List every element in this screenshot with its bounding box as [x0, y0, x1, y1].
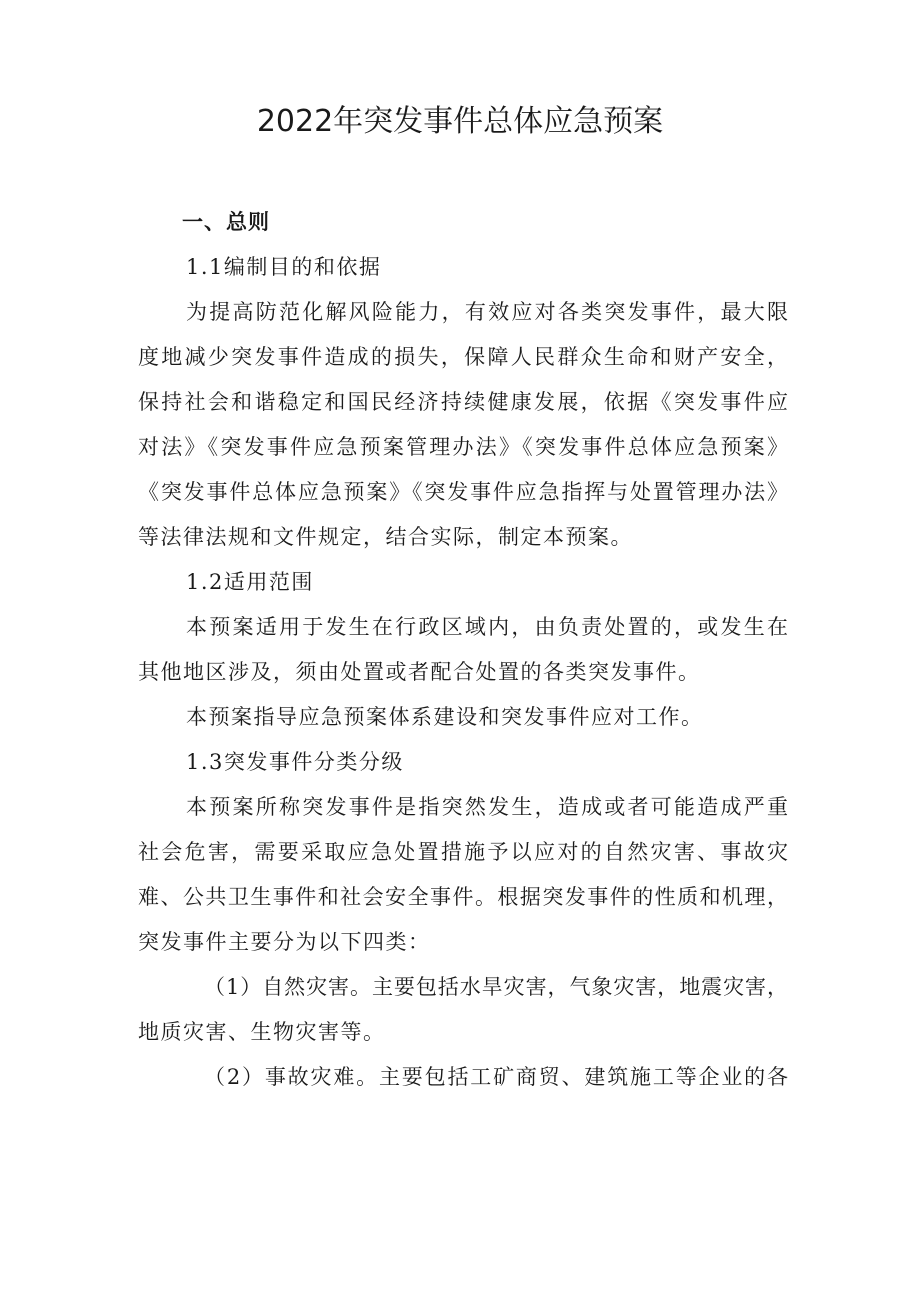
- paragraph-line: 保持社会和谐稳定和国民经济持续健康发展，依据《突发事件应: [138, 390, 788, 414]
- list-item-line: （1）自然灾害。主要包括水旱灾害，气象灾害，地震灾害，: [204, 975, 788, 999]
- document-body: [138, 200, 788, 1100]
- list-item-line: （2）事故灾难。主要包括工矿商贸、建筑施工等企业的各: [204, 1065, 788, 1089]
- paragraph-line: 本预案指导应急预案体系建设和突发事件应对工作。: [186, 705, 704, 729]
- list-item-line: 地质灾害、生物灾害等。: [138, 1020, 386, 1044]
- paragraph-line: 社会危害，需要采取应急处置措施予以应对的自然灾害、事故灾: [138, 840, 788, 864]
- paragraph-line: 其他地区涉及，须由处置或者配合处置的各类突发事件。: [138, 660, 701, 684]
- paragraph-line: 度地减少突发事件造成的损失，保障人民群众生命和财产安全，: [138, 345, 788, 369]
- subsection-heading-classification: 1.3突发事件分类分级: [186, 750, 404, 774]
- paragraph-line: 为提高防范化解风险能力，有效应对各类突发事件，最大限: [186, 300, 788, 324]
- paragraph-line: 本预案所称突发事件是指突然发生，造成或者可能造成严重: [186, 795, 788, 819]
- document-title: 2022年突发事件总体应急预案: [256, 104, 664, 139]
- paragraph-line: 对法》《突发事件应急预案管理办法》《突发事件总体应急预案》: [138, 435, 788, 459]
- subsection-heading-purpose: 1.1编制目的和依据: [186, 255, 382, 279]
- paragraph-line: 难、公共卫生事件和社会安全事件。根据突发事件的性质和机理，: [138, 885, 788, 909]
- paragraph-line: 等法律法规和文件规定，结合实际，制定本预案。: [138, 525, 633, 549]
- paragraph-line: 《突发事件总体应急预案》《突发事件应急指挥与处置管理办法》: [138, 480, 788, 504]
- paragraph-line: 突发事件主要分为以下四类：: [138, 930, 431, 954]
- subsection-heading-scope: 1.2适用范围: [186, 570, 314, 594]
- paragraph-line: 本预案适用于发生在行政区域内，由负责处置的，或发生在: [186, 615, 788, 639]
- section-heading-general: 一、总则: [182, 210, 270, 234]
